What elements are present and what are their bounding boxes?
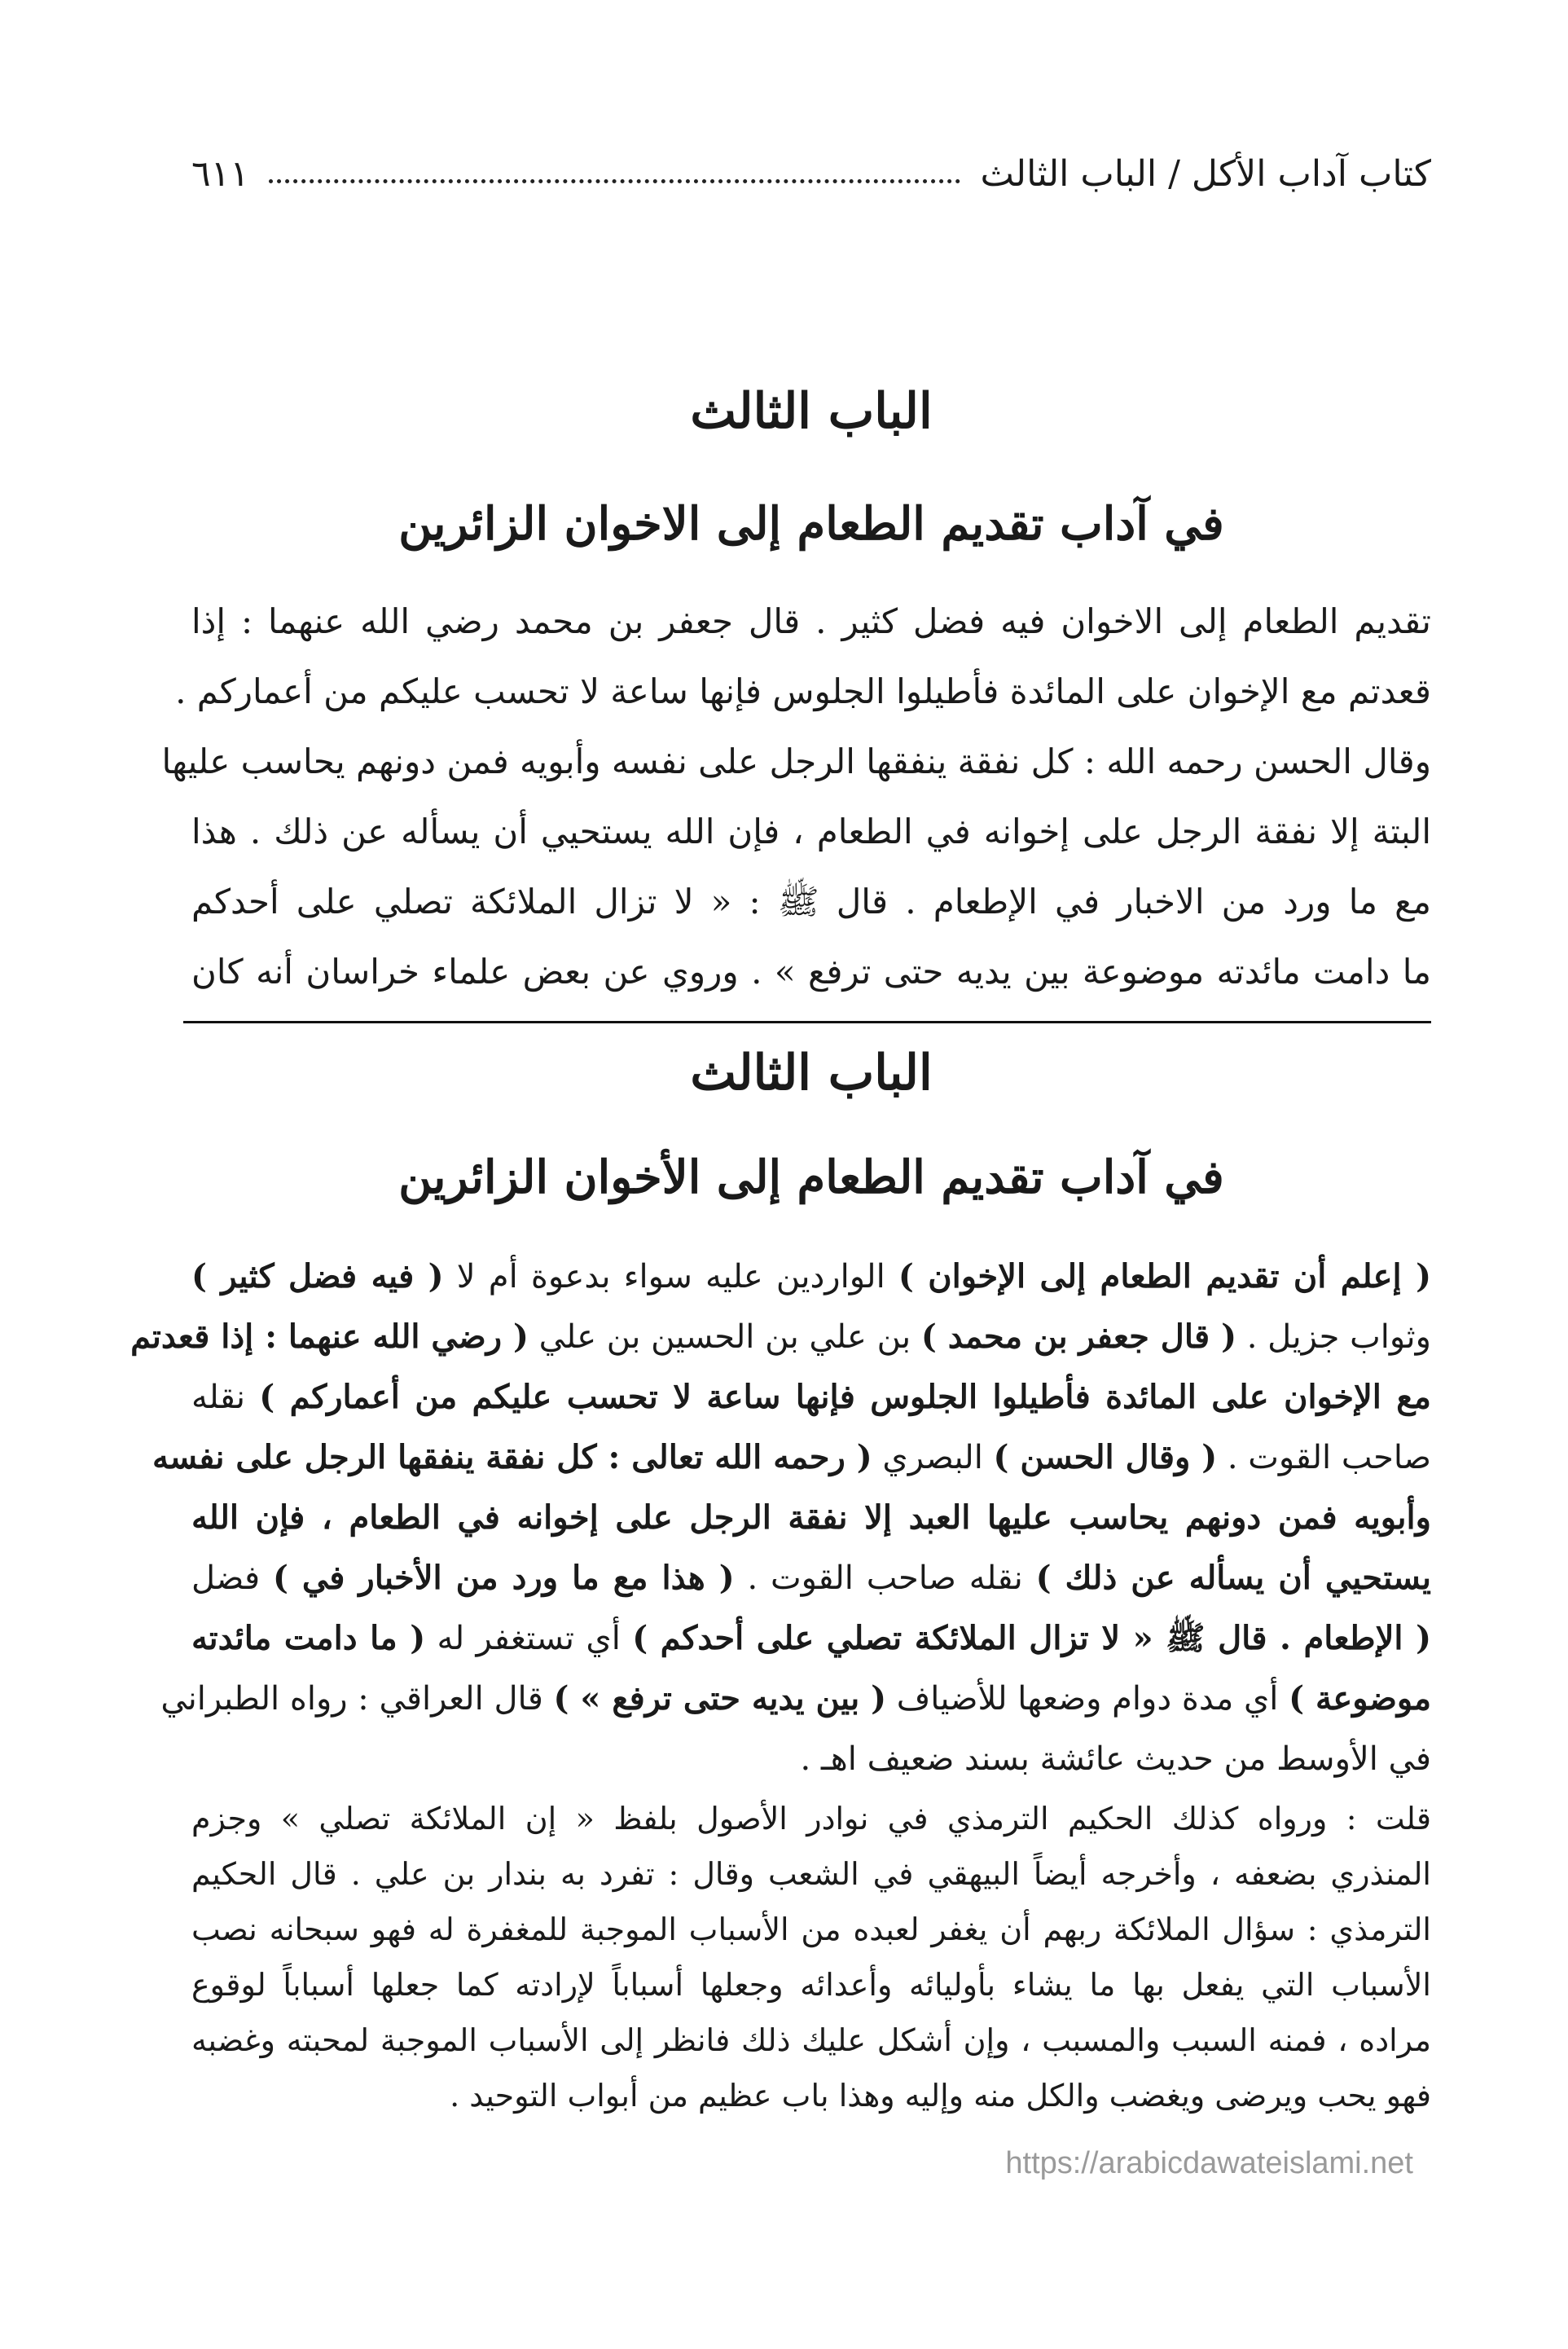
quoted-matn-segment: ( الإطعام . قال ﷺ « لا تزال الملائكة تصلي على أحدكم )	[632, 1619, 1432, 1657]
sharh-line	[191, 1608, 1431, 1669]
matn-chapter-subtitle: في آداب تقديم الطعام إلى الاخوان الزائرين	[398, 497, 1224, 551]
quoted-matn-segment: ( فيه فضل كثير )	[191, 1257, 444, 1295]
matn-line: مع ما ورد من الاخبار في الإطعام . قال ﷺ : « لا تزال الملائكة تصلي على أحدكم	[191, 882, 1431, 922]
commentary-segment: البصري	[872, 1439, 994, 1476]
quoted-matn-segment: ( وقال الحسن )	[993, 1438, 1218, 1476]
commentary-segment: فضل	[191, 1559, 273, 1597]
commentary-segment: نقله	[191, 1379, 260, 1416]
quoted-matn-segment: ( إعلم أن تقديم الطعام إلى الإخوان )	[898, 1257, 1432, 1295]
commentary-segment: الواردين عليه سواء بدعوة أم لا	[443, 1258, 898, 1295]
sharh-line	[191, 1247, 1431, 1307]
sharh-line	[152, 1427, 1431, 1488]
commentary-segment: وثواب جزيل .	[1236, 1318, 1431, 1356]
commentary-segment: بن علي بن الحسين بن علي	[528, 1318, 921, 1356]
note-line: الترمذي : سؤال الملائكة ربهم أن يغفر لعبده من الأسباب الموجبة للمغفرة له فهو سبحانه نصب	[191, 1911, 1431, 1947]
matn-line: وقال الحسن رحمه الله : كل نفقة ينفقها الرجل على نفسه وأبويه فمن دونهم يحاسب عليها	[161, 741, 1431, 781]
matn-line: قعدتم مع الإخوان على المائدة فأطيلوا الجلوس فإنها ساعة لا تحسب عليكم من أعماركم .	[175, 671, 1431, 711]
quoted-matn-segment: ( هذا مع ما ورد من الأخبار في )	[272, 1559, 735, 1597]
quoted-matn-segment: ( بين يديه حتى ترفع » )	[553, 1679, 887, 1718]
sharh-line	[191, 1367, 1431, 1427]
leader-dots	[269, 179, 961, 183]
commentary-segment: نقله صاحب القوت .	[734, 1559, 1036, 1597]
note-line: فهو يحب ويرضى ويغضب والكل منه وإليه وهذا باب عظيم من أبواب التوحيد .	[450, 2078, 1431, 2114]
note-line: المنذري بضعفه ، وأخرجه أيضاً البيهقي في الشعب وقال : تفرد به بندار بن علي . قال الحكيم	[191, 1856, 1431, 1892]
page-number: ٦١١	[191, 152, 249, 195]
matn-chapter-title: الباب الثالث	[690, 383, 933, 440]
note-text	[191, 1791, 1431, 2123]
sharh-line	[191, 1548, 1431, 1608]
sharh-line	[191, 1488, 1431, 1548]
quoted-matn-segment: ( قال جعفر بن محمد )	[920, 1317, 1237, 1356]
quoted-matn-segment: مع الإخوان على المائدة فأطيلوا الجلوس فإنها ساعة لا تحسب عليكم من أعماركم )	[259, 1378, 1431, 1416]
section-divider	[183, 1021, 1431, 1023]
matn-text	[161, 587, 1431, 1007]
quoted-matn-segment: وأبويه فمن دونهم يحاسب عليها العبد إلا نفقة الرجل على إخوانه في الطعام ، فإن الله	[191, 1498, 1431, 1537]
note-line: الأسباب التي يفعل بها ما يشاء بأوليائه وأعدائه وجعلها أسباباً لإرادته كما جعلها أسباباً لوقوع	[191, 1967, 1431, 2003]
sharh-text	[130, 1247, 1432, 1789]
note-line: قلت : ورواه كذلك الحكيم الترمذي في نوادر الأصول بلفظ « إن الملائكة تصلي » وجزم	[191, 1801, 1431, 1837]
watermark: https://arabicdawateislami.net	[1005, 2146, 1413, 2180]
matn-line: تقديم الطعام إلى الاخوان فيه فضل كثير . قال جعفر بن محمد رضي الله عنهما : إذا	[191, 601, 1431, 641]
sharh-line	[160, 1669, 1431, 1729]
quoted-matn-segment: موضوعة )	[1289, 1679, 1431, 1718]
quoted-matn-segment: ( ما دامت مائدته	[191, 1619, 426, 1657]
sharh-chapter-title: الباب الثالث	[690, 1045, 933, 1102]
commentary-segment: صاحب القوت .	[1217, 1439, 1431, 1476]
sharh-chapter-subtitle: في آداب تقديم الطعام إلى الأخوان الزائرين	[398, 1150, 1224, 1204]
running-header-title: كتاب آداب الأكل / الباب الثالث	[980, 152, 1431, 195]
commentary-segment: في الأوسط من حديث عائشة بسند ضعيف اهـ .	[800, 1740, 1431, 1778]
quoted-matn-segment: ( رحمه الله تعالى : كل نفقة ينفقها الرجل على نفسه	[152, 1438, 872, 1476]
running-header	[191, 145, 1431, 202]
sharh-line	[130, 1307, 1431, 1367]
quoted-matn-segment: ( رضي الله عنهما : إذا قعدتم	[130, 1317, 529, 1356]
matn-line: ما دامت مائدته موضوعة بين يديه حتى ترفع » . وروي عن بعض علماء خراسان أنه كان	[191, 952, 1431, 992]
quoted-matn-segment: يستحيي أن يسأله عن ذلك )	[1035, 1559, 1431, 1597]
commentary-segment: أي مدة دوام وضعها للأضياف	[886, 1680, 1289, 1718]
sharh-line	[191, 1729, 1431, 1789]
matn-line: البتة إلا نفقة الرجل على إخوانه في الطعام ، فإن الله يستحيي أن يسأله عن ذلك . هذا	[191, 812, 1431, 851]
note-line: مراده ، فمنه السبب والمسبب ، وإن أشكل عليك ذلك فانظر إلى الأسباب الموجبة لمحبته وغضبه	[191, 2022, 1431, 2058]
commentary-segment: أي تستغفر له	[425, 1620, 633, 1657]
commentary-segment: قال العراقي : رواه الطبراني	[160, 1680, 554, 1718]
